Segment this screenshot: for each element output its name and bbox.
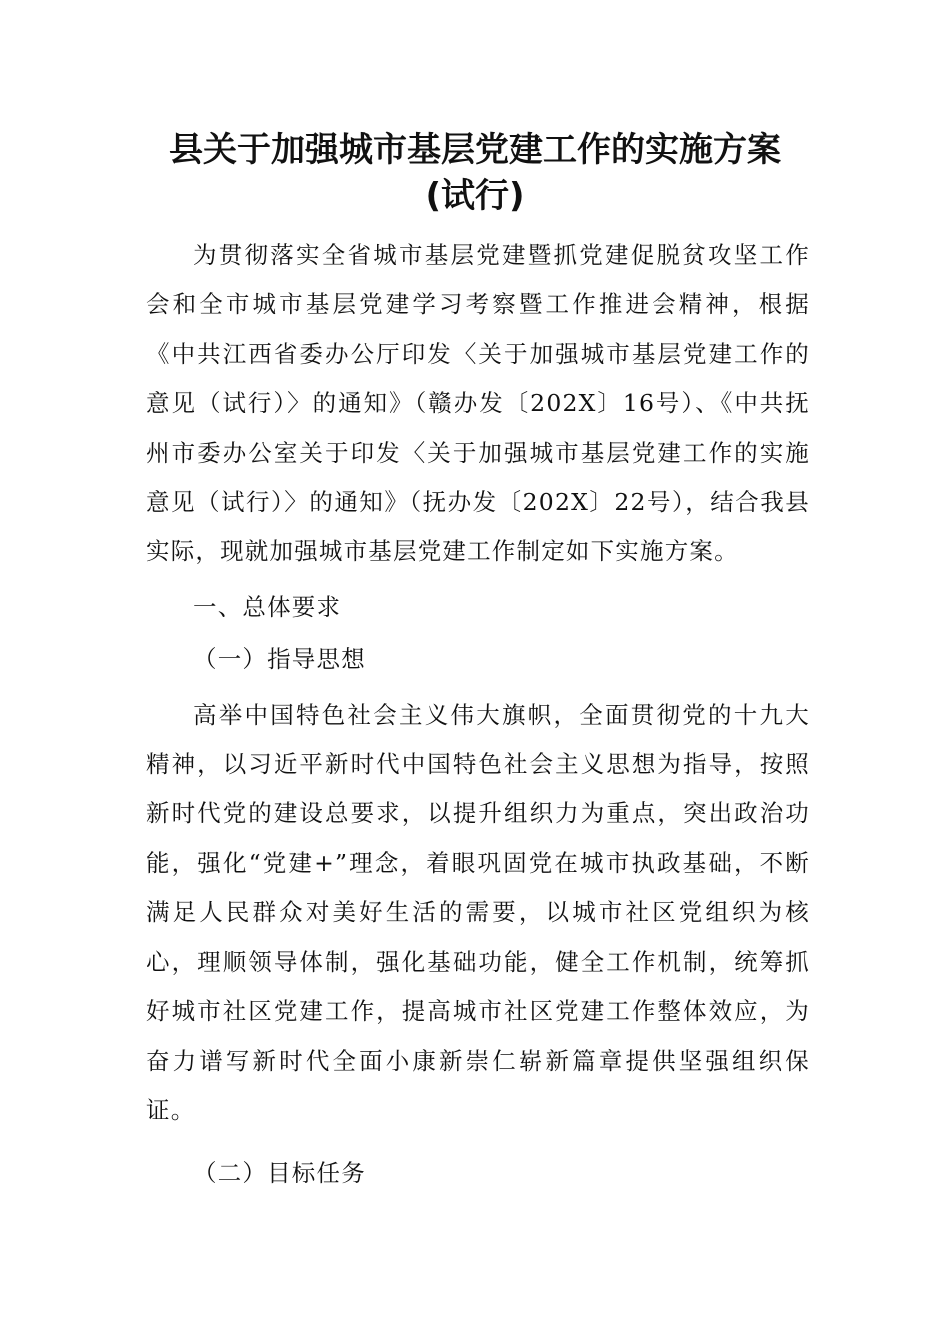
subsection-heading-guiding-thought: （一）指导思想 bbox=[193, 645, 366, 674]
guiding-thought-paragraph: 高举中国特色社会主义伟大旗帜，全面贯彻党的十九大精神，以习近平新时代中国特色社会主义思想为指导，按照新时代党的建设总要求，以提升组织力为重点，突出政治功能，强化“党建+”理念，着眼巩固党在城市执政基础，不断满足人民群众对美好生活的需要，以城市社区党组织为核心，理顺领导体制，强化基础功能，健全工作机制，统筹抓好城市社区党建工作，提高城市社区党建工作整体效应，为奋力谱写新时代全面小康新崇仁崭新篇章提供坚强组织保证。 bbox=[146, 700, 810, 1124]
subsection-heading-goals-tasks: （二）目标任务 bbox=[193, 1159, 366, 1188]
title-trial-note: (试行) bbox=[425, 176, 525, 216]
intro-paragraph: 为贯彻落实全省城市基层党建暨抓党建促脱贫攻坚工作会和全市城市基层党建学习考察暨工作推进会精神，根据《中共江西省委办公厅印发〈关于加强城市基层党建工作的意见（试行）〉的通知》（赣办发〔202X〕16号）、《中共抚州市委办公室关于印发〈关于加强城市基层党建工作的实施意见（试行）〉的通知》（抚办发〔202X〕22号），结合我县实际，现就加强城市基层党建工作制定如下实施方案。 bbox=[146, 241, 810, 566]
title-main-line: 县关于加强城市基层党建工作的实施方案 bbox=[169, 130, 781, 170]
section-heading-overall-requirements: 一、总体要求 bbox=[193, 592, 342, 621]
document-title bbox=[0, 128, 950, 218]
document-body bbox=[146, 231, 810, 1199]
